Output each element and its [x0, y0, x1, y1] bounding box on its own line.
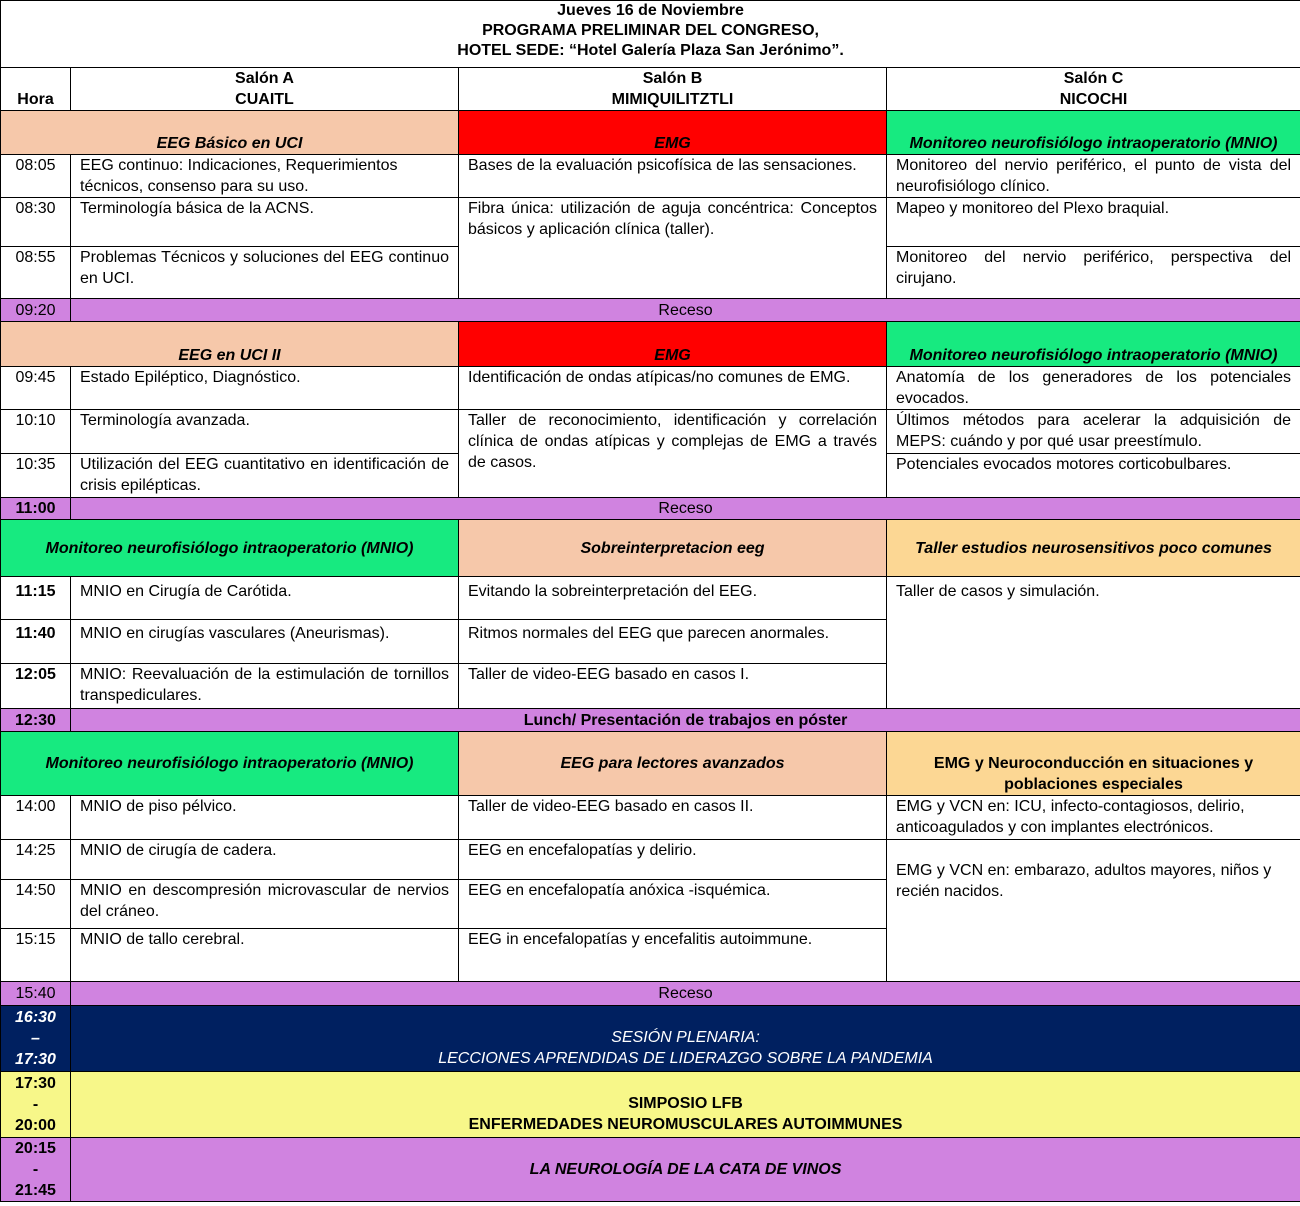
symposium-title: [71, 1072, 1300, 1138]
plenary-time: [1, 1006, 71, 1072]
block2-salon-c-title: Monitoreo neurofisiólogo intraoperatorio (MNIO): [887, 322, 1300, 367]
symposium-row: [1, 1072, 1300, 1138]
header-program: PROGRAMA PRELIMINAR DEL CONGRESO,: [482, 22, 819, 39]
closing-time-end: 21:45: [15, 1182, 56, 1199]
plenary-title: [71, 1006, 1300, 1072]
lunch-row: [1, 709, 1300, 732]
closing-title: LA NEUROLOGÍA DE LA CATA DE VINOS: [71, 1138, 1300, 1202]
session-b: EEG en encefalopatías y delirio.: [459, 840, 887, 880]
time-cell: 12:05: [1, 664, 71, 709]
schedule-row: [1, 155, 1300, 198]
session-a: MNIO en cirugías vasculares (Aneurismas).: [71, 620, 459, 664]
session-a: Problemas Técnicos y soluciones del EEG continuo en UCI.: [71, 247, 459, 299]
plenary-time-start: 16:30: [15, 1009, 56, 1026]
time-cell: 09:45: [1, 367, 71, 410]
block3-salon-c-title: Taller estudios neurosensitivos poco comunes: [887, 520, 1300, 577]
session-b: Ritmos normales del EEG que parecen anormales.: [459, 620, 887, 664]
schedule-row: [1, 198, 1300, 247]
symposium-line1: SIMPOSIO LFB: [628, 1094, 743, 1112]
time-cell: 08:05: [1, 155, 71, 198]
plenary-line2: LECCIONES APRENDIDAS DE LIDERAZGO SOBRE LA PANDEMIA: [438, 1049, 933, 1067]
time-cell: 11:15: [1, 577, 71, 620]
session-a: Utilización del EEG cuantitativo en identificación de crisis epilépticas.: [71, 454, 459, 498]
time-cell: 08:55: [1, 247, 71, 299]
time-cell: 14:00: [1, 796, 71, 840]
break-time: 11:00: [1, 498, 71, 520]
salon-b-header: [459, 68, 887, 111]
session-b: Bases de la evaluación psicofísica de las sensaciones.: [459, 155, 887, 198]
schedule-header: [1, 1, 1300, 68]
symposium-time-end: 20:00: [15, 1117, 56, 1134]
block1-salon-c-title: Monitoreo neurofisiólogo intraoperatorio (MNIO): [887, 111, 1300, 155]
salon-b-name: MIMIQUILITZTLI: [611, 91, 734, 108]
time-cell: 10:35: [1, 454, 71, 498]
block1-title-row: [1, 111, 1300, 155]
break-time: 09:20: [1, 299, 71, 322]
time-cell: 11:40: [1, 620, 71, 664]
block1-salon-b-title: EMG: [459, 111, 887, 155]
plenary-row: [1, 1006, 1300, 1072]
break-row: [1, 982, 1300, 1006]
schedule-row: [1, 577, 1300, 620]
salon-c-label: Salón C: [1063, 70, 1124, 87]
session-a: MNIO de piso pélvico.: [71, 796, 459, 840]
salon-a-label: Salón A: [235, 70, 294, 87]
closing-time-start: 20:15: [15, 1140, 56, 1157]
plenary-time-end: 17:30: [15, 1051, 56, 1068]
session-c: Anatomía de los generadores de los potenciales evocados.: [887, 367, 1300, 410]
session-a: MNIO: Reevaluación de la estimulación de tornillos transpediculares.: [71, 664, 459, 709]
time-cell: 10:10: [1, 410, 71, 454]
block3-salon-b-title: Sobreinterpretacion eeg: [459, 520, 887, 577]
session-a: MNIO en descompresión microvascular de nervios del cráneo.: [71, 880, 459, 929]
session-b: Taller de reconocimiento, identificación y correlación clínica de ondas atípicas y complejas de EMG a través de casos.: [459, 410, 887, 498]
session-a: MNIO de tallo cerebral.: [71, 929, 459, 982]
closing-time: [1, 1138, 71, 1202]
schedule-row: [1, 840, 1300, 880]
time-cell: 14:50: [1, 880, 71, 929]
session-c: Últimos métodos para acelerar la adquisición de MEPS: cuándo y por qué usar preestímulo.: [887, 410, 1300, 454]
break-row: [1, 299, 1300, 322]
closing-row: [1, 1138, 1300, 1202]
session-c: EMG y VCN en: ICU, infecto-contagiosos, delirio, anticoagulados y con implantes electrónicos.: [887, 796, 1300, 840]
session-c: Mapeo y monitoreo del Plexo braquial.: [887, 198, 1300, 247]
session-c: EMG y VCN en: embarazo, adultos mayores, niños y recién nacidos.: [887, 840, 1300, 982]
break-label: Receso: [71, 498, 1300, 520]
symposium-time-start: 17:30: [15, 1075, 56, 1092]
block3-salon-a-title: Monitoreo neurofisiólogo intraoperatorio (MNIO): [1, 520, 459, 577]
block4-salon-a-title: Monitoreo neurofisiólogo intraoperatorio (MNIO): [1, 732, 459, 796]
session-a: Estado Epiléptico, Diagnóstico.: [71, 367, 459, 410]
header-date: Jueves 16 de Noviembre: [557, 2, 744, 19]
schedule-row: [1, 367, 1300, 410]
session-b: EEG in encefalopatías y encefalitis autoimmune.: [459, 929, 887, 982]
break-time: 15:40: [1, 982, 71, 1006]
session-b: Fibra única: utilización de aguja concéntrica: Conceptos básicos y aplicación clínica (taller).: [459, 198, 887, 299]
session-a: EEG continuo: Indicaciones, Requerimientos técnicos, consenso para su uso.: [71, 155, 459, 198]
break-label: Receso: [71, 982, 1300, 1006]
block4-salon-b-title: EEG para lectores avanzados: [459, 732, 887, 796]
salon-a-header: [71, 68, 459, 111]
session-c: Monitoreo del nervio periférico, el punto de vista del neurofisiólogo clínico.: [887, 155, 1300, 198]
symposium-time-dash: -: [32, 1096, 39, 1113]
lunch-time: 12:30: [1, 709, 71, 732]
session-b: Identificación de ondas atípicas/no comunes de EMG.: [459, 367, 887, 410]
salon-b-label: Salón B: [642, 70, 703, 87]
session-b: Evitando la sobreinterpretación del EEG.: [459, 577, 887, 620]
session-b: EEG en encefalopatía anóxica -isquémica.: [459, 880, 887, 929]
closing-time-dash: -: [32, 1161, 39, 1178]
session-a: MNIO de cirugía de cadera.: [71, 840, 459, 880]
time-cell: 14:25: [1, 840, 71, 880]
column-headers: [1, 68, 1300, 111]
lunch-label: Lunch/ Presentación de trabajos en póster: [71, 709, 1300, 732]
plenary-time-dash: –: [31, 1030, 40, 1047]
block4-title-row: [1, 732, 1300, 796]
block4-salon-c-title: EMG y Neuroconducción en situaciones y poblaciones especiales: [887, 732, 1300, 796]
block1-salon-a-title: EEG Básico en UCI: [1, 111, 459, 155]
block2-salon-a-title: EEG en UCI II: [1, 322, 459, 367]
block2-title-row: [1, 322, 1300, 367]
block2-salon-b-title: EMG: [459, 322, 887, 367]
salon-c-name: NICOCHI: [1059, 91, 1128, 108]
time-cell: 15:15: [1, 929, 71, 982]
break-row: [1, 498, 1300, 520]
block3-title-row: [1, 520, 1300, 577]
session-a: Terminología avanzada.: [71, 410, 459, 454]
hora-header: Hora: [1, 68, 71, 111]
symposium-time: [1, 1072, 71, 1138]
session-b: Taller de video-EEG basado en casos I.: [459, 664, 887, 709]
header-venue: HOTEL SEDE: “Hotel Galería Plaza San Jerónimo”.: [457, 42, 844, 59]
time-cell: 08:30: [1, 198, 71, 247]
plenary-line1: SESIÓN PLENARIA:: [611, 1028, 760, 1046]
salon-a-name: CUAITL: [235, 91, 294, 108]
salon-c-header: [887, 68, 1300, 111]
session-a: Terminología básica de la ACNS.: [71, 198, 459, 247]
session-c: Monitoreo del nervio periférico, perspectiva del cirujano.: [887, 247, 1300, 299]
session-c: Taller de casos y simulación.: [887, 577, 1300, 709]
schedule-row: [1, 796, 1300, 840]
session-b: Taller de video-EEG basado en casos II.: [459, 796, 887, 840]
session-a: MNIO en Cirugía de Carótida.: [71, 577, 459, 620]
symposium-line2: ENFERMEDADES NEUROMUSCULARES AUTOIMMUNES: [468, 1115, 903, 1133]
schedule-row: [1, 410, 1300, 454]
session-c: Potenciales evocados motores corticobulbares.: [887, 454, 1300, 498]
break-label: Receso: [71, 299, 1300, 322]
